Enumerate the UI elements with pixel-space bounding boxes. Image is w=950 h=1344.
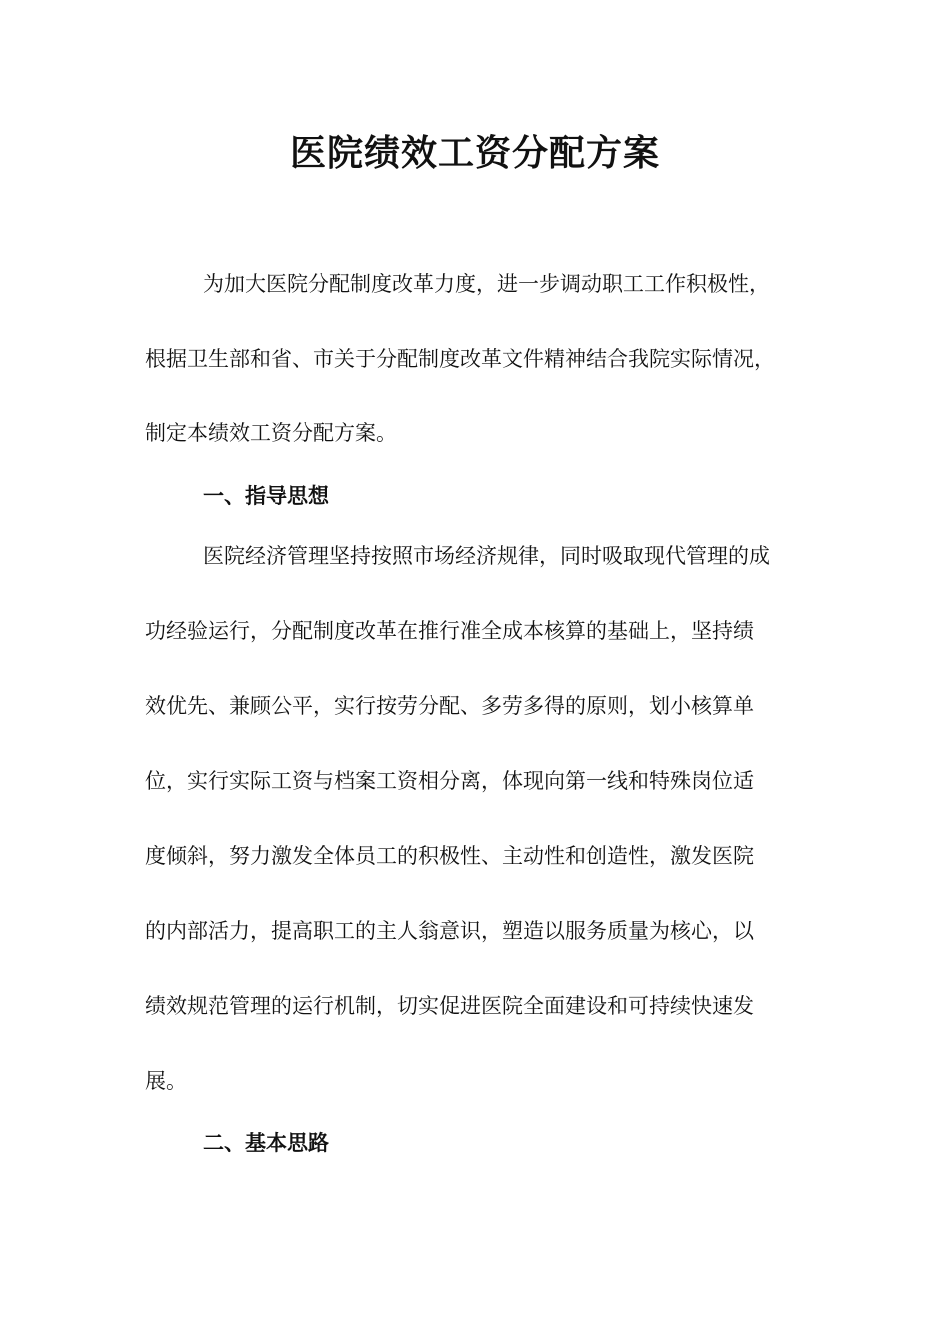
intro-line-3: 制定本绩效工资分配方案。 xyxy=(145,421,397,445)
section1-line-4: 位，实行实际工资与档案工资相分离，体现向第一线和特殊岗位适 xyxy=(145,769,754,793)
intro-line-2: 根据卫生部和省、市关于分配制度改革文件精神结合我院实际情况， xyxy=(145,347,775,371)
intro-line-1: 为加大医院分配制度改革力度，进一步调动职工工作积极性， xyxy=(203,272,770,296)
section1-line-1: 医院经济管理坚持按照市场经济规律，同时吸取现代管理的成 xyxy=(203,544,770,568)
section1-line-2: 功经验运行，分配制度改革在推行准全成本核算的基础上，坚持绩 xyxy=(145,619,754,643)
document-title: 医院绩效工资分配方案 xyxy=(289,132,660,174)
section1-line-5: 度倾斜，努力激发全体员工的积极性、主动性和创造性，激发医院 xyxy=(145,844,754,868)
section1-line-7: 绩效规范管理的运行机制，切实促进医院全面建设和可持续快速发 xyxy=(145,994,754,1018)
section-heading-basic-approach: 二、基本思路 xyxy=(203,1131,329,1155)
section1-line-3: 效优先、兼顾公平，实行按劳分配、多劳多得的原则，划小核算单 xyxy=(145,694,754,718)
section1-line-6: 的内部活力，提高职工的主人翁意识，塑造以服务质量为核心，以 xyxy=(145,919,754,943)
section-heading-guiding-ideology: 一、指导思想 xyxy=(203,484,329,508)
section1-line-8: 展。 xyxy=(145,1069,187,1093)
